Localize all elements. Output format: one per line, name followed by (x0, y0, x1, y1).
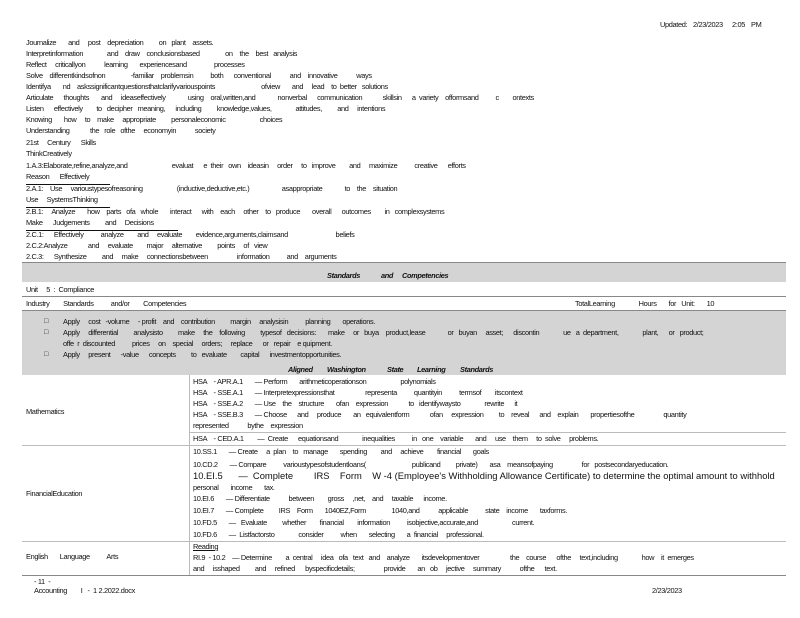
competency-line: Apply differential analysisto make the following typesof decisions: make or buya product,lease or buyan asset; discontin ue a department, plant, or product; (63, 328, 704, 337)
standard-line: 10.EI.6 — Differentiate between gross ,net, and taxable income. (193, 494, 447, 503)
footer-filename: Accounting I - 1 2.2022.docx (34, 586, 135, 595)
footer-page-number: - 11 - (34, 577, 51, 586)
standard-line-clip (193, 471, 786, 483)
standards-header-a: Standards (327, 271, 360, 280)
checkbox-bullet-icon: □ (44, 318, 49, 325)
table-rule (22, 575, 786, 576)
total-hours: TotalLearning Hours for Unit: 10 (575, 299, 715, 308)
standard-line: and isshaped and refined byspecificdetails; provide an ob jective summary ofthe text. (193, 564, 557, 573)
competency-line: Apply cost -volume - profit and contribution margin analysisin planning operations. (63, 317, 376, 326)
updated-time: 2:05 (732, 20, 745, 29)
skill-heading-reason: Reason Effectively (26, 172, 90, 181)
updated-label: Updated: (660, 20, 688, 29)
aligned-header-d: Learning (417, 365, 446, 374)
row-rule (22, 445, 786, 446)
intro-line: Reflect criticallyon learning experiencesand processes (26, 60, 245, 69)
checkbox-bullet-icon: □ (44, 329, 49, 336)
skill-line: 2.C.3: Synthesize and make connectionsbetween information and arguments (26, 252, 337, 261)
intro-line: Identifya nd askssignificantquestionsthatclarifyvariouspoints ofview and lead to better solutions (26, 82, 388, 91)
column-divider (189, 375, 190, 575)
aligned-header-a: Aligned (288, 365, 313, 374)
standard-line: 10.FD.5 — Evaluate whether financial information isobjective,accurate,and current. (193, 518, 535, 527)
standard-line: personal income tax. (193, 483, 275, 492)
standard-line: 10.SS.1 — Create a plan to manage spending and achieve financial goals (193, 447, 489, 456)
skill-line: 1.A.3:Elaborate,refine,analyze,and evaluat e their own ideasin order to improve and maximize creative efforts (26, 161, 466, 170)
standard-line: 10.EI.5 — Complete IRS Form W -4 (Employee's Withholding Allowance Certificate) to determine the optimal amount to withhold (193, 471, 775, 481)
standards-header-b: and (381, 271, 394, 280)
aligned-header-e: Standards (460, 365, 493, 374)
skill-line: 2.C.1: Effectively analyze and evaluate evidence,arguments,claimsand beliefs (26, 230, 355, 239)
row-rule (190, 432, 786, 433)
subject-financial-education: FinancialEducation (26, 489, 83, 498)
skill-line: 2.B.1: Analyze how parts ofa whole interact with each other to produce overall outcomes in complexsystems (26, 207, 445, 216)
standard-line: RI.9 - 10.2 — Determine a central idea ofa text and analyze itsdevelopmentover the course ofthe text,including how it emerges (193, 553, 694, 562)
standard-line: HSA - APR.A.1 — Perform arithmeticoperationson polynomials (193, 377, 436, 386)
intro-line: Articulate thoughts and ideaseffectively using oral,written,and nonverbal communication skillsin a variety offormsand c ontexts (26, 93, 534, 102)
intro-line: Solve differentkindsofnon -familiar problemsin both conventional and innovative ways (26, 71, 372, 80)
intro-line: Understanding the role ofthe economyin society (26, 126, 216, 135)
competency-line: Apply present -value concepts to evaluate capital investmentopportunities. (63, 350, 342, 359)
row-rule (22, 541, 786, 542)
subject-english-language-arts: English Language Arts (26, 552, 119, 561)
subject-mathematics: Mathematics (26, 407, 65, 416)
skill-line: 2.C.2:Analyze and evaluate major alternative points of view (26, 241, 268, 250)
standard-line: 10.EI.7 — Complete IRS Form 1040EZ,Form 1040,and applicable state income taxforms. (193, 506, 568, 515)
industry-label: Industry Standards and/or Competencies (26, 299, 187, 308)
standard-line: represented bythe expression (193, 421, 303, 430)
intro-line: Knowing how to make appropriate personaleconomic choices (26, 115, 283, 124)
intro-line: Interpretinformation and draw conclusionsbased on the best analysis (26, 49, 298, 58)
table-rule (22, 296, 786, 297)
standard-line: 10.FD.6 — Listfactorsto consider when selecting a financial professional. (193, 530, 484, 539)
standard-line: HSA - SSE.A.1 — Interpretexpressionsthat representa quantityin termsof itscontext (193, 388, 523, 397)
updated-date: 2/23/2023 (693, 20, 723, 29)
skill-heading-systems: Use SystemsThinking (26, 195, 98, 204)
updated-ampm: PM (751, 20, 762, 29)
table-rule (22, 262, 786, 263)
standard-line: HSA - SSE.B.3 — Choose and produce an equivalentform ofan expression to reveal and explain propertiesofthe quantity (193, 410, 687, 419)
skill-heading-judgements: Make Judgements and Decisions (26, 218, 154, 227)
aligned-header-band (22, 363, 786, 375)
intro-line: Listen effectively to decipher meaning, including knowledge,values, attitudes, and intentions (26, 104, 386, 113)
standard-line: HSA - CED.A.1 — Create equationsand inequalities in one variable and use them to solve problems. (193, 434, 599, 443)
reading-heading: Reading (193, 542, 219, 551)
standards-header-c: Competencies (402, 271, 449, 280)
skills-title: 21st Century Skills (26, 138, 96, 147)
standard-line: 10.CD.2 — Compare varioustypesofstudentloans( publicand private) asa meansofpaying for postsecondaryeducation. (193, 460, 669, 469)
standard-line: HSA - SSE.A.2 — Use the structure ofan expression to identifywaysto rewrite it (193, 399, 518, 408)
aligned-header-b: Washington (327, 365, 366, 374)
checkbox-bullet-icon: □ (44, 351, 49, 358)
think-creatively-heading: ThinkCreatively (26, 149, 72, 158)
skill-line: 2.A.1: Use varioustypesofreasoning (inductive,deductive,etc.) asappropriate to the situation (26, 184, 398, 193)
competency-line-cont: offe r discounted prices on special orders; replace or repair e quipment. (63, 339, 332, 348)
unit-line: Unit 5 : Compliance (26, 285, 95, 294)
intro-line: Journalize and post depreciation on plant assets. (26, 38, 214, 47)
footer-date: 2/23/2023 (652, 586, 682, 595)
aligned-header-c: State (387, 365, 404, 374)
